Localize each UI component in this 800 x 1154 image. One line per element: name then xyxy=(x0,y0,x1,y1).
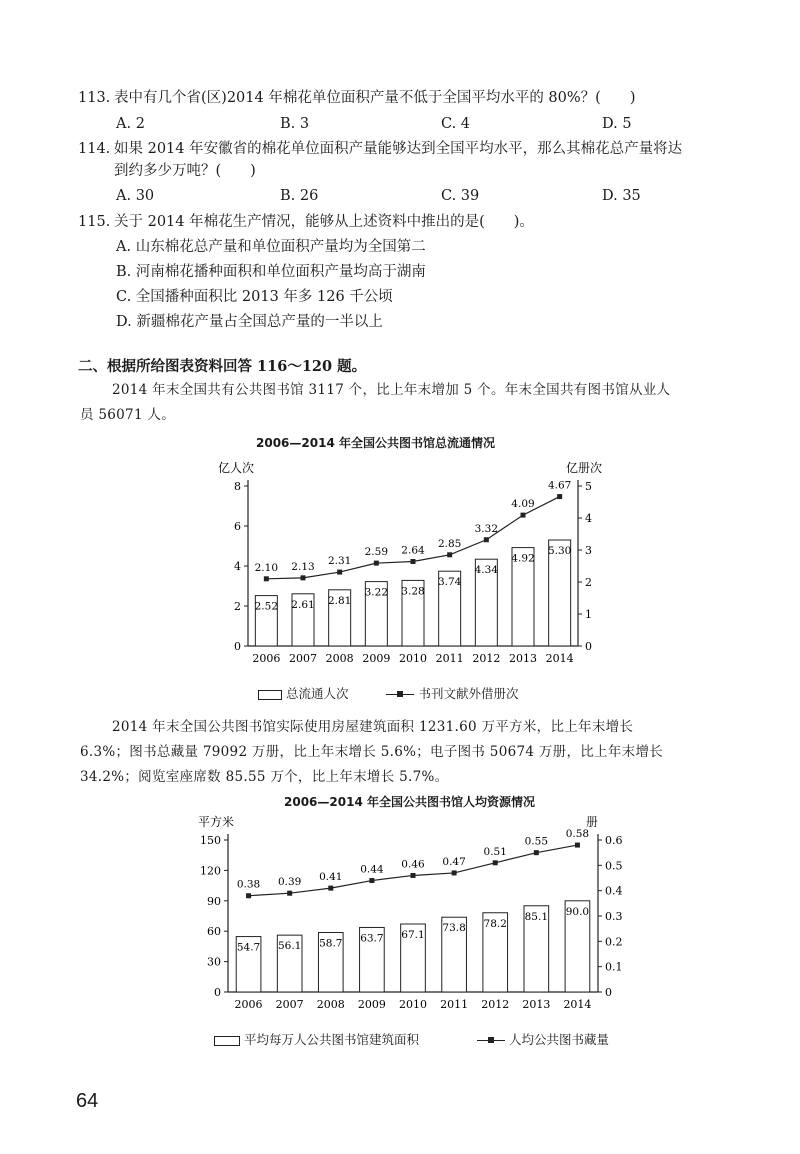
right-tick-label: 0.3 xyxy=(605,910,623,923)
right-tick-label: 4 xyxy=(585,512,592,525)
x-tick-label: 2014 xyxy=(545,652,574,665)
option-c: C. 4 xyxy=(441,116,471,132)
left-tick-label: 90 xyxy=(207,894,221,908)
x-tick-label: 2012 xyxy=(472,652,501,665)
right-tick-label: 0 xyxy=(585,640,592,653)
line-point xyxy=(493,860,498,865)
bar-value-label: 4.34 xyxy=(474,564,499,577)
right-axis-title: 册 xyxy=(586,815,599,829)
line-value-label: 0.46 xyxy=(401,858,425,871)
line-value-label: 2.64 xyxy=(401,544,425,557)
line-value-label: 2.59 xyxy=(364,546,389,559)
bar-legend-label: 总流通人次 xyxy=(285,686,349,701)
x-tick-label: 2006 xyxy=(234,998,263,1011)
left-tick-label: 2 xyxy=(234,600,241,613)
line-value-label: 2.10 xyxy=(254,561,279,574)
chart-legend xyxy=(214,1030,609,1048)
question-text: 关于 2014 年棉花生产情况，能够从上述资料中推出的是( )。 xyxy=(114,214,534,230)
left-tick-label: 0 xyxy=(234,640,241,653)
line-point xyxy=(337,570,342,575)
option-a: A. 30 xyxy=(116,188,155,204)
x-tick-label: 2010 xyxy=(399,998,427,1011)
bar-value-label: 73.8 xyxy=(442,922,466,935)
per-capita-chart xyxy=(180,812,640,1017)
line-legend-label: 书刊文献外借册次 xyxy=(418,686,519,701)
circulation-chart xyxy=(200,450,620,700)
x-tick-label: 2008 xyxy=(316,998,345,1011)
option-d: D. 35 xyxy=(602,188,641,204)
x-tick-label: 2009 xyxy=(362,652,391,665)
right-tick-label: 0.5 xyxy=(605,859,623,873)
right-tick-label: 1 xyxy=(585,608,592,621)
bar-value-label: 3.74 xyxy=(437,576,462,589)
x-tick-label: 2009 xyxy=(357,998,386,1011)
line-value-label: 4.09 xyxy=(511,498,535,511)
bar-value-label: 2.81 xyxy=(327,594,352,607)
option-c: C. 39 xyxy=(441,188,480,204)
line-point xyxy=(264,576,269,581)
left-tick-label: 6 xyxy=(234,520,241,533)
line-point xyxy=(301,575,306,580)
question-number: 114. xyxy=(78,141,111,157)
line-value-label: 0.51 xyxy=(483,845,507,858)
line-value-label: 0.38 xyxy=(236,878,261,891)
bar-value-label: 5.30 xyxy=(547,545,572,557)
x-tick-label: 2012 xyxy=(481,998,510,1011)
left-tick-label: 4 xyxy=(234,560,241,573)
line-point xyxy=(411,873,416,878)
x-tick-label: 2006 xyxy=(252,652,281,665)
bar-value-label: 3.28 xyxy=(401,585,425,598)
line-point xyxy=(521,513,526,518)
line-value-label: 2.85 xyxy=(437,537,462,550)
right-tick-label: 0.4 xyxy=(605,884,623,898)
question-114-cont: 到约多少万吨？( ) xyxy=(114,163,256,179)
line-point xyxy=(411,559,416,564)
question-115 xyxy=(78,212,534,232)
line-legend-label: 人均公共图书藏量 xyxy=(508,1032,609,1047)
line-value-label: 0.44 xyxy=(360,863,384,876)
x-tick-label: 2013 xyxy=(509,652,537,665)
line-value-label: 0.41 xyxy=(319,871,343,884)
line-value-label: 0.55 xyxy=(524,835,549,848)
chart-title: 2006—2014 年全国公共图书馆总流通情况 xyxy=(256,436,495,450)
left-tick-label: 150 xyxy=(200,834,221,847)
line-point xyxy=(447,552,452,557)
line-point xyxy=(534,850,539,855)
paragraph-line: 6.3%；图书总藏量 79092 万册，比上年末增长 5.6%；电子图书 50674 万册，比上年末增长 xyxy=(80,744,664,760)
option-d: D. 5 xyxy=(602,116,632,132)
left-tick-label: 60 xyxy=(207,925,221,939)
option-b: B. 26 xyxy=(280,188,319,204)
option-a: A. 山东棉花总产量和单位面积产量均为全国第二 xyxy=(116,239,426,255)
bar-value-label: 78.2 xyxy=(483,917,507,930)
bar-value-label: 63.7 xyxy=(360,932,384,945)
line-point xyxy=(287,891,292,896)
right-tick-label: 0.1 xyxy=(605,960,623,974)
right-tick-label: 3 xyxy=(585,544,592,557)
right-tick-label: 5 xyxy=(585,480,592,493)
line-point xyxy=(328,886,333,891)
x-tick-label: 2010 xyxy=(399,652,427,665)
line-value-label: 2.31 xyxy=(327,555,352,568)
option-d: D. 新疆棉花产量占全国总产量的一半以上 xyxy=(116,314,383,330)
option-a: A. 2 xyxy=(116,116,145,132)
x-tick-label: 2007 xyxy=(289,652,317,665)
line-value-label: 4.67 xyxy=(547,479,572,492)
bar-value-label: 2.61 xyxy=(291,598,315,611)
bar-value-label: 3.22 xyxy=(364,586,389,599)
question-number: 113. xyxy=(78,90,111,106)
line-legend-swatch xyxy=(477,1040,505,1041)
chart-title: 2006—2014 年全国公共图书馆人均资源情况 xyxy=(284,795,535,809)
right-tick-label: 0 xyxy=(605,986,612,999)
question-114 xyxy=(78,139,682,159)
right-axis-title: 亿册次 xyxy=(566,461,603,475)
x-tick-label: 2011 xyxy=(440,998,469,1011)
bar-value-label: 67.1 xyxy=(401,929,425,942)
right-tick-label: 0.2 xyxy=(605,935,623,949)
bar-legend-label: 平均每万人公共图书馆建筑面积 xyxy=(243,1032,419,1047)
bar-value-label: 90.0 xyxy=(565,905,590,918)
line-value-label: 3.32 xyxy=(474,522,499,535)
line-point xyxy=(575,843,580,848)
line-point xyxy=(246,893,251,898)
bar-value-label: 4.92 xyxy=(511,552,535,565)
bar-value-label: 85.1 xyxy=(524,910,549,923)
x-tick-label: 2013 xyxy=(522,998,551,1011)
line-value-label: 2.13 xyxy=(291,560,315,573)
right-tick-label: 2 xyxy=(585,576,592,589)
line-value-label: 0.39 xyxy=(277,876,302,889)
paragraph-line: 2014 年末全国公共图书馆实际使用房屋建筑面积 1231.60 万平方米，比上年末增长 xyxy=(112,719,634,735)
x-tick-label: 2008 xyxy=(325,652,354,665)
bar-value-label: 56.1 xyxy=(277,940,302,953)
bar-value-label: 54.7 xyxy=(236,941,261,954)
paragraph-line: 员 56071 人。 xyxy=(80,407,176,423)
line-point xyxy=(374,561,379,566)
left-tick-label: 120 xyxy=(200,864,221,878)
left-tick-label: 8 xyxy=(234,480,241,493)
left-axis-title: 平方米 xyxy=(198,815,235,829)
left-axis-title: 亿人次 xyxy=(218,461,255,475)
question-text: 表中有几个省(区)2014 年棉花单位面积产量不低于全国平均水平的 80%？( ) xyxy=(114,90,636,106)
bar-legend-swatch xyxy=(214,1036,240,1046)
line-point xyxy=(452,870,457,875)
question-number: 115. xyxy=(78,214,111,230)
bar-value-label: 58.7 xyxy=(319,937,343,950)
left-tick-label: 30 xyxy=(207,955,221,969)
x-tick-label: 2011 xyxy=(435,652,464,665)
line-point xyxy=(369,878,374,883)
option-c: C. 全国播种面积比 2013 年多 126 千公顷 xyxy=(116,289,393,305)
chart-legend xyxy=(258,684,518,702)
line-point xyxy=(557,494,562,499)
paragraph-line: 2014 年末全国共有公共图书馆 3117 个，比上年末增加 5 个。年末全国共有图书馆从业人 xyxy=(112,382,671,398)
question-113 xyxy=(78,88,635,108)
paragraph-line: 34.2%；阅览室座席数 85.55 万个，比上年末增长 5.7%。 xyxy=(80,769,449,785)
line-value-label: 0.47 xyxy=(442,855,466,868)
option-b: B. 河南棉花播种面积和单位面积产量均高于湖南 xyxy=(116,264,426,280)
option-b: B. 3 xyxy=(280,116,310,132)
question-text: 如果 2014 年安徽省的棉花单位面积产量能够达到全国平均水平，那么其棉花总产量将达 xyxy=(114,141,683,157)
line-legend-swatch xyxy=(386,694,414,695)
page-number: 64 xyxy=(76,1090,99,1112)
line-point xyxy=(484,537,489,542)
bar-legend-swatch xyxy=(258,690,282,700)
right-tick-label: 0.6 xyxy=(605,834,623,847)
left-tick-label: 0 xyxy=(214,986,221,999)
bar-value-label: 2.52 xyxy=(254,600,279,613)
x-tick-label: 2007 xyxy=(275,998,304,1011)
section-heading: 二、根据所给图表资料回答 116～120 题。 xyxy=(78,358,367,375)
line-value-label: 0.58 xyxy=(565,828,590,841)
x-tick-label: 2014 xyxy=(563,998,592,1011)
